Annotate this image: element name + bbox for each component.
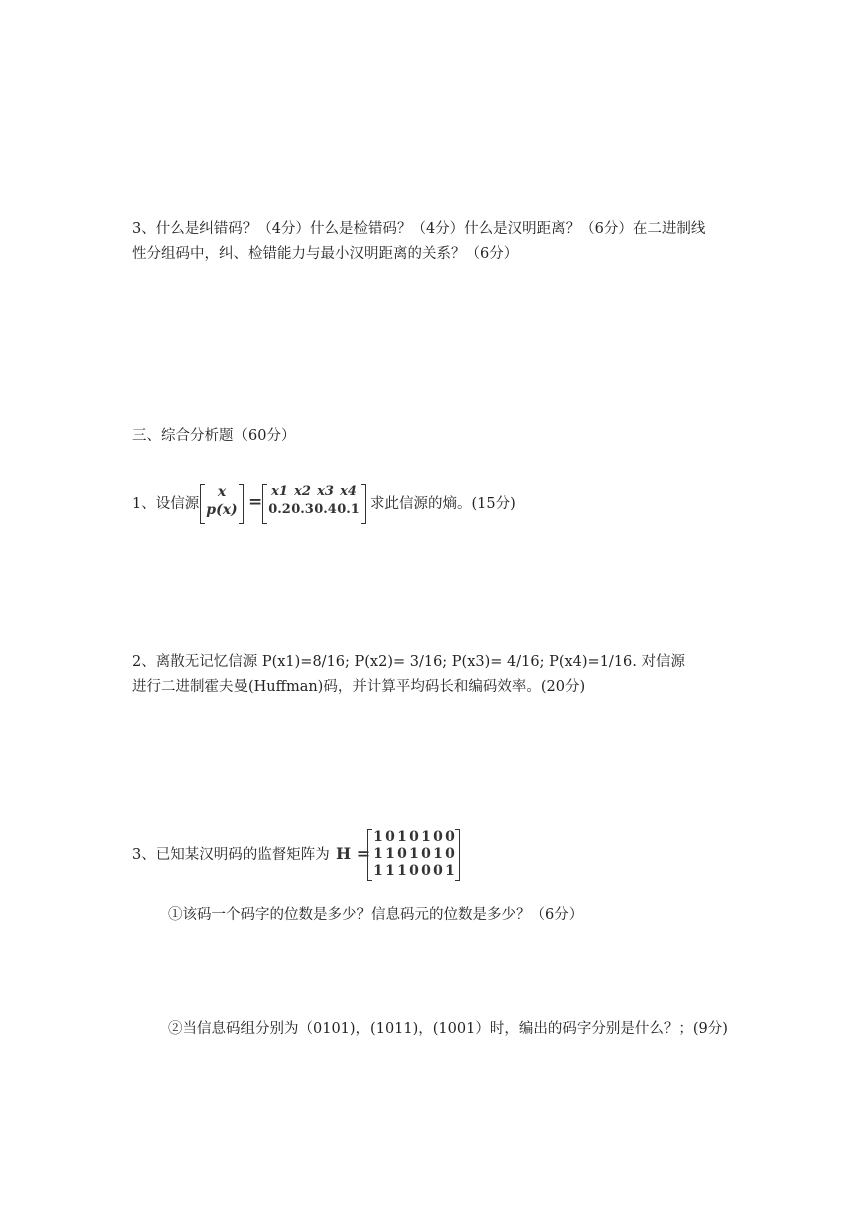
item-2-line-2: 进行二进制霍夫曼(Huffman)码，并计算平均码长和编码效率。(20分) xyxy=(132,679,586,695)
matrix-cell: 1 xyxy=(397,863,407,879)
q3-line-1: 3、什么是纠错码？（4分）什么是检错码？（4分）什么是汉明距离？（6分）在二进制线 xyxy=(132,221,706,237)
matrix-cell-px: p(x) xyxy=(206,502,238,518)
matrix-cell: x1 xyxy=(271,484,288,499)
matrix-row-1 xyxy=(372,829,456,845)
item-1-prefix: 1、设信源 xyxy=(132,496,200,512)
matrix-cell: 0.4 xyxy=(314,502,337,517)
matrix-cell: 1 xyxy=(373,846,383,862)
item-3-sub-1: ①该码一个码字的位数是多少？信息码元的位数是多少？（6分） xyxy=(168,907,584,923)
matrix-row-2 xyxy=(372,846,456,862)
source-probability-matrix xyxy=(262,484,366,524)
matrix-cell: 1 xyxy=(373,863,383,879)
matrix-cell: 0.1 xyxy=(337,502,360,517)
matrix-cell: 0 xyxy=(445,829,455,845)
matrix-cell: 0 xyxy=(433,829,443,845)
matrix-cell: 1 xyxy=(421,829,431,845)
matrix-cell: 1 xyxy=(385,846,395,862)
matrix-cell: 1 xyxy=(397,829,407,845)
matrix-cell: x3 xyxy=(317,484,334,499)
matrix-cell: 0 xyxy=(421,863,431,879)
matrix-cell: 0 xyxy=(421,846,431,862)
matrix-cell: 0 xyxy=(433,863,443,879)
item-3-prefix: 3、已知某汉明码的监督矩阵为 xyxy=(132,847,330,863)
matrix-row-3 xyxy=(372,863,456,879)
matrix-cell: 0 xyxy=(445,846,455,862)
matrix-cell: 0.2 xyxy=(268,502,291,517)
section-heading: 三、综合分析题（60分） xyxy=(132,428,296,444)
q3-line-2: 性分组码中，纠、检错能力与最小汉明距离的关系？（6分） xyxy=(132,246,519,262)
matrix-row-symbols xyxy=(268,484,360,499)
matrix-row-probabilities xyxy=(268,502,360,517)
item-1-suffix: 求此信源的熵。(15分) xyxy=(370,496,516,512)
parity-check-matrix xyxy=(367,829,460,881)
source-symbol-matrix xyxy=(200,484,244,524)
matrix-cell: 1 xyxy=(445,863,455,879)
matrix-cell: 0 xyxy=(385,829,395,845)
equals-sign: = xyxy=(248,492,263,512)
matrix-cell: 0.3 xyxy=(291,502,314,517)
matrix-cell: 1 xyxy=(373,829,383,845)
matrix-cell: 0 xyxy=(409,829,419,845)
item-3-sub-2: ②当信息码组分别为（0101)，(1011)，(1001）时，编出的码字分别是什么？；(9分) xyxy=(168,1021,728,1037)
item-2-line-1: 2、离散无记忆信源 P(x1)=8/16; P(x2)= 3/16; P(x3)= 4/16; P(x4)=1/16. 对信源 xyxy=(132,654,685,670)
matrix-cell: x4 xyxy=(340,484,357,499)
h-symbol: H = xyxy=(336,844,371,863)
matrix-cell: 0 xyxy=(397,846,407,862)
matrix-cell: 0 xyxy=(409,863,419,879)
matrix-cell: x2 xyxy=(294,484,311,499)
matrix-cell: 1 xyxy=(385,863,395,879)
matrix-cell-x: x xyxy=(217,484,227,500)
matrix-cell: 1 xyxy=(409,846,419,862)
matrix-cell: 1 xyxy=(433,846,443,862)
